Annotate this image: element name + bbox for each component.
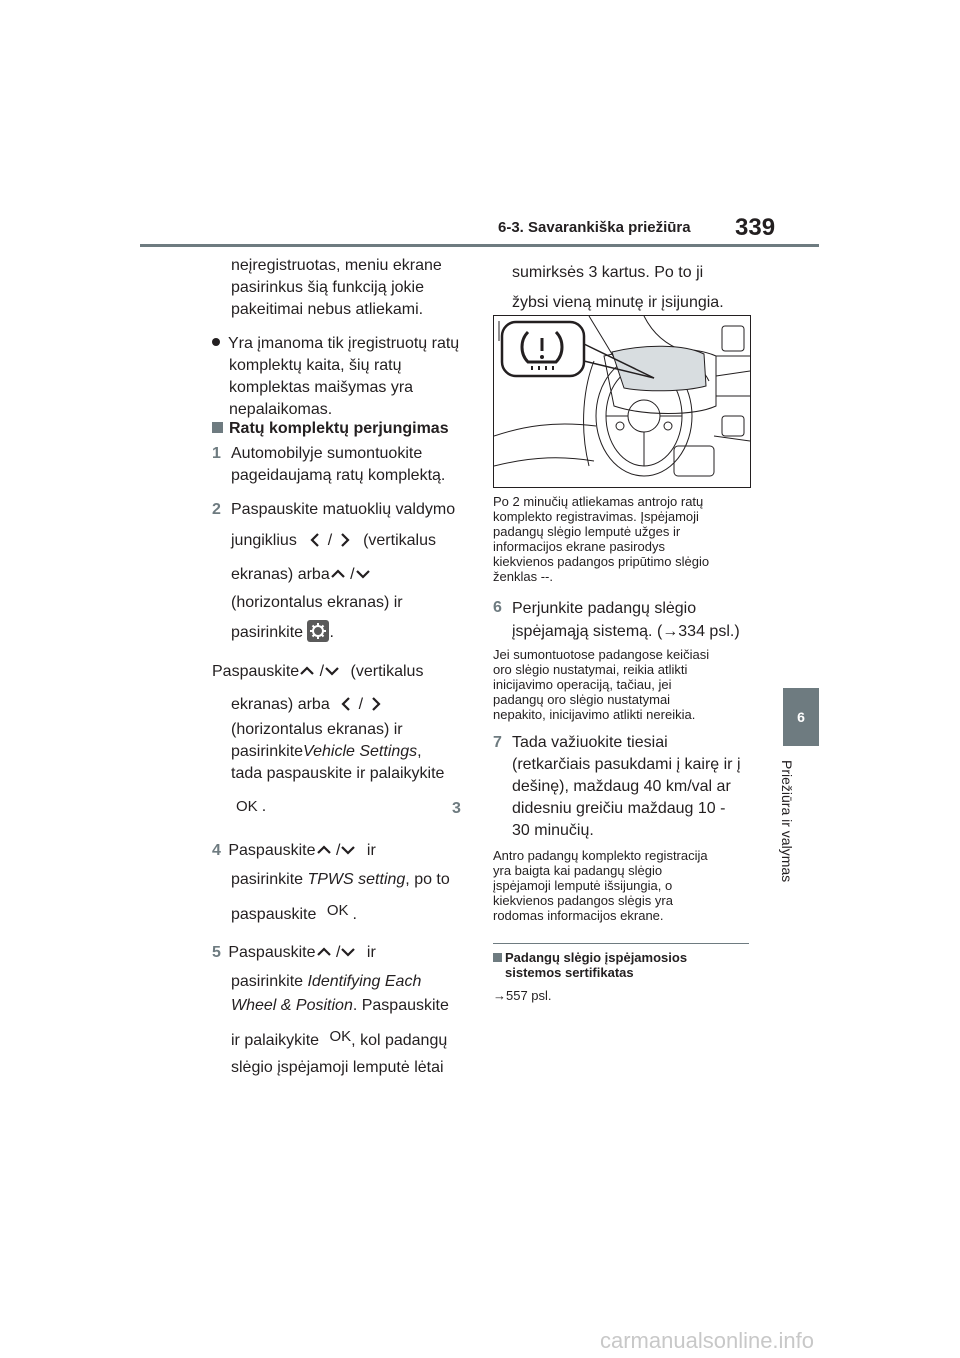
chevron-left-icon	[338, 696, 354, 712]
step-2-line	[231, 530, 436, 552]
menu-item-name: TPWS setting	[307, 871, 406, 888]
line: Perjunkite padangų slėgio	[512, 600, 697, 617]
line: oro slėgio nustatymai, reikia atlikti	[493, 662, 688, 677]
line: sumirksės 3 kartus. Po to ji	[512, 264, 704, 281]
text: ir palaikykite	[231, 1032, 320, 1049]
line: padangų slėgio lemputė užges ir	[493, 524, 681, 539]
line: Yra įmanoma tik įregistruotų ratų	[228, 335, 460, 352]
bullet-icon	[212, 338, 220, 346]
text: , po to	[405, 871, 450, 888]
menu-item-name: Vehicle Settings	[303, 743, 418, 760]
heading-text: Ratų komplektų perjungimas	[229, 420, 449, 437]
para-2-line: (horizontalus ekranas) ir	[231, 721, 403, 738]
page-reference-link[interactable]: →557 psl.	[493, 988, 552, 1003]
slash: /	[335, 944, 341, 961]
line: nepalaikomas.	[229, 401, 333, 418]
bullet-item	[212, 333, 459, 355]
line: Automobilyje sumontuokite	[231, 445, 423, 462]
text: . Paspauskite	[352, 997, 449, 1014]
line: sistemos sertifikatas	[505, 965, 634, 980]
chapter-tab[interactable]: 6	[783, 688, 819, 746]
text: (vertikalus	[350, 663, 424, 680]
text: (vertikalus	[363, 532, 436, 549]
bullet-cont	[229, 355, 413, 421]
chevron-right-icon	[337, 532, 353, 548]
step-number: 1	[212, 445, 221, 462]
chevron-down-icon	[340, 944, 356, 960]
line: komplekto registravimas. Įspėjamoji	[493, 509, 699, 524]
step-6-text	[512, 597, 740, 643]
chevron-left-icon	[307, 532, 323, 548]
slash: /	[319, 663, 325, 680]
line: neįregistruotas, meniu ekrane	[231, 257, 442, 274]
chevron-down-icon	[355, 566, 371, 582]
section-rule	[493, 943, 749, 944]
section-heading	[212, 418, 449, 440]
text: ir	[366, 842, 376, 859]
line: dešinę), maždaug 40 km/val ar	[512, 778, 731, 795]
settings-gear-icon	[307, 620, 329, 642]
chevron-right-icon	[368, 696, 384, 712]
text: Paspauskite	[228, 944, 316, 961]
menu-item-name: Wheel & Position	[231, 997, 353, 1014]
line: komplektas maišymas yra	[229, 379, 414, 396]
line: (retkarčiais pasukdami į kairę ir į	[512, 756, 741, 773]
step-number: 5	[212, 944, 221, 961]
text: .	[352, 906, 357, 923]
note-3	[493, 848, 708, 923]
text: jungiklius	[231, 532, 297, 549]
dashboard-illustration	[493, 315, 751, 488]
text: Paspauskite	[228, 842, 316, 859]
line: pakeitimai nebus atliekami.	[231, 301, 424, 318]
text: pasirinkite	[231, 743, 304, 760]
slash: /	[350, 566, 355, 583]
text: paspauskite	[231, 906, 317, 923]
chapter-tab-text: Priežiūra ir valymas	[779, 760, 795, 883]
step-4-line	[231, 869, 450, 891]
dashboard-drawing	[494, 316, 750, 487]
line: informacijos ekrane pasirodys	[493, 539, 665, 554]
chapter-tab-label	[777, 760, 807, 900]
certificate-heading	[493, 950, 687, 980]
step-number: 6	[493, 599, 502, 616]
chevron-up-icon	[330, 566, 346, 582]
text: ekranas) arba	[231, 566, 330, 583]
line: yra baigta kai padangų slėgio	[493, 863, 663, 878]
step-number: 7	[493, 734, 502, 751]
note-1	[493, 494, 709, 584]
text: Paspauskite	[212, 663, 300, 680]
square-icon	[212, 422, 223, 433]
line: pageidaujamą ratų komplektą.	[231, 467, 446, 484]
step-number: 2	[212, 501, 221, 518]
line: ženklas --.	[493, 569, 553, 584]
text: .	[329, 624, 334, 641]
step-5-line	[212, 942, 376, 964]
watermark: carmanualsonline.info	[600, 1328, 815, 1353]
text: pasirinkite	[231, 973, 304, 990]
step-7-number	[493, 732, 502, 754]
text: ir	[366, 944, 376, 961]
para-2-line	[231, 694, 384, 716]
step-1-text	[231, 443, 445, 487]
ok-button-symbol: OK	[329, 1028, 352, 1045]
slash: /	[335, 842, 341, 859]
text: ekranas) arba	[231, 696, 330, 713]
header-rule	[140, 244, 819, 247]
para-2-line	[231, 741, 422, 763]
square-icon	[493, 953, 502, 962]
chevron-up-icon	[316, 842, 332, 858]
line: Tada važiuokite tiesiai	[512, 734, 668, 751]
step-1	[212, 443, 221, 465]
chevron-down-icon	[324, 663, 340, 679]
text: .	[261, 798, 267, 815]
chevron-up-icon	[299, 663, 315, 679]
line: rodomas informacijos ekrane.	[493, 908, 664, 923]
step-5-line: slėgio įspėjamoji lemputė lėtai	[231, 1059, 444, 1076]
step-4-line	[231, 900, 357, 926]
line: kiekvienos padangos slėgis yra	[493, 893, 673, 908]
text: pasirinkite	[231, 624, 304, 641]
paragraph-cont	[231, 255, 442, 321]
step-2-number	[212, 499, 221, 521]
note-2	[493, 647, 709, 722]
line: komplektų kaita, šių ratų	[229, 357, 402, 374]
line: Jei sumontuotose padangose keičiasi	[493, 647, 710, 662]
line: Po 2 minučių atliekamas antrojo ratų	[493, 494, 704, 509]
para-2-line	[212, 661, 423, 683]
line: įspėjamąją sistemą. (→334 psl.)	[512, 623, 740, 640]
line: padangų oro slėgio nustatymai	[493, 692, 671, 707]
step-2-line: (horizontalus ekranas) ir	[231, 594, 403, 611]
step-7-text	[512, 732, 741, 842]
chevron-up-icon	[316, 944, 332, 960]
line: 30 minučių.	[512, 822, 594, 839]
text: pasirinkite	[231, 871, 304, 888]
line: pasirinkus šią funkciją jokie	[231, 279, 424, 296]
step-2-line	[231, 564, 371, 586]
line: kiekvienos padangos pripūtimo slėgio	[493, 554, 710, 569]
step-5-line	[231, 971, 421, 993]
step-4-line	[212, 840, 376, 862]
text: ,	[417, 743, 422, 760]
slash: /	[327, 532, 333, 549]
step-2-line	[231, 620, 334, 644]
para-2-line: tada paspauskite ir palaikykite	[231, 765, 445, 782]
line: inicijavimo operaciją, tačiau, jei	[493, 677, 672, 692]
margin-number: 3	[452, 800, 461, 817]
step-5-line	[231, 995, 449, 1017]
step-6-number	[493, 597, 502, 619]
paragraph-cont	[512, 258, 724, 318]
menu-item-name: Identifying Each	[307, 973, 422, 990]
step-2-line: Paspauskite matuoklių valdymo	[231, 501, 456, 518]
text: , kol padangų	[351, 1032, 448, 1049]
page-number: 339	[735, 214, 776, 241]
ok-button-symbol: OK	[326, 902, 349, 919]
section-title: 6-3. Savarankiška priežiūra	[498, 219, 691, 236]
slash: /	[358, 696, 364, 713]
line: įspėjamoji lemputė išsijungia, o	[493, 878, 673, 893]
line: nepakito, inicijavimo atlikti nereikia.	[493, 707, 696, 722]
line: Padangų slėgio įspėjamosios	[505, 950, 688, 965]
ok-button-symbol: OK	[236, 798, 258, 815]
line: Antro padangų komplekto registracija	[493, 848, 708, 863]
step-5-line	[231, 1026, 447, 1052]
chevron-down-icon	[340, 842, 356, 858]
para-2-line	[236, 796, 266, 818]
step-number: 4	[212, 842, 221, 859]
line: žybsi vieną minutę ir įsijungia.	[512, 294, 724, 311]
line: didesniu greičiu maždaug 10 -	[512, 800, 726, 817]
